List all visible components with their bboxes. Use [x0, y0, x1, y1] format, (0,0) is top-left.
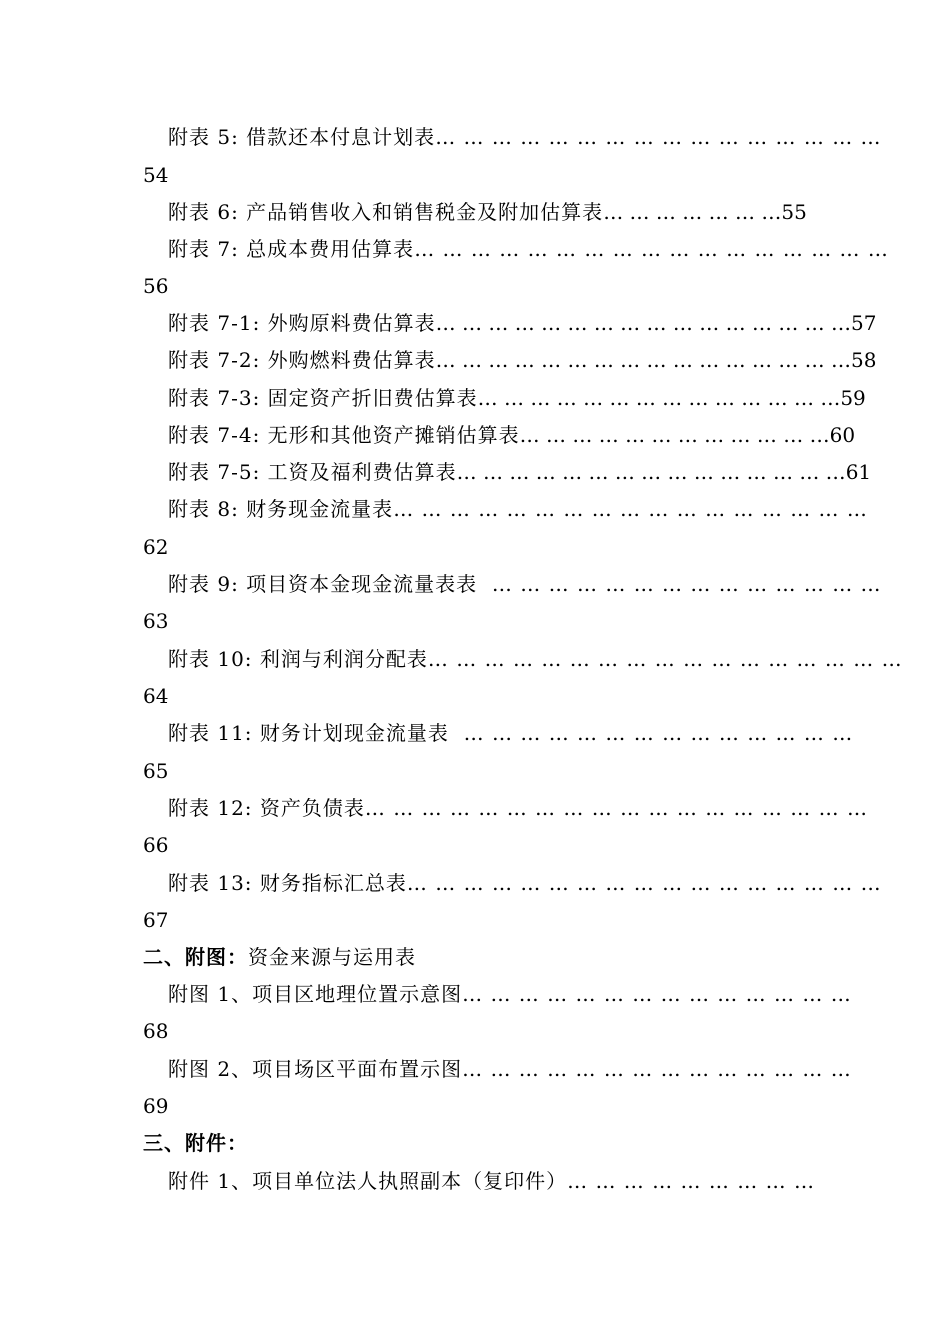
toc-page-number: 61 — [845, 460, 872, 484]
toc-label: 附表 8: 财务现金流量表 — [168, 497, 394, 521]
section-heading-text: 资金来源与运用表 — [248, 945, 416, 969]
toc-page-number: 54 — [143, 163, 169, 187]
toc-leader-dots: … … … … … … … … … … … … … … … … — [435, 311, 852, 335]
toc-leader-dots: … … … … … … … … … … … … — [519, 423, 830, 447]
toc-label: 附表 9: 项目资本金现金流量表表 — [168, 572, 478, 596]
toc-label: 附表 7-1: 外购原料费估算表 — [168, 311, 436, 335]
toc-leader-dots: … … … … … … … … … … … … … … — [463, 721, 854, 745]
toc-entry-table-7-3[interactable] — [0, 383, 950, 413]
toc-entry-table-11[interactable] — [0, 718, 950, 748]
toc-entry-attachment-1[interactable] — [0, 1166, 950, 1196]
section-heading: 二、附图： — [143, 945, 248, 969]
toc-leader-dots: … … … … … … … … … … … … … … … … … — [414, 237, 889, 261]
toc-entry-table-7-1[interactable] — [0, 308, 950, 338]
toc-entry-table-7-4[interactable] — [0, 420, 950, 450]
toc-page-number: 59 — [840, 386, 866, 410]
toc-leader-dots: … … … … … … … … … … … … … … — [491, 572, 882, 596]
toc-label: 附图 1、项目区地理位置示意图 — [168, 982, 463, 1006]
toc-entry-table-7-2[interactable] — [0, 345, 950, 375]
toc-leader-dots: … … … … … … … … … … … … … … — [462, 982, 852, 1006]
toc-entry-table-6[interactable] — [0, 197, 950, 227]
toc-leader-dots: … … … … … … … — [603, 200, 782, 224]
toc-label: 附表 7-4: 无形和其他资产摊销估算表 — [168, 423, 520, 447]
toc-page-number: 55 — [781, 200, 807, 224]
toc-page-number: 67 — [143, 908, 169, 932]
toc-leader-dots: … … … … … … … … … … … … … … … … … … — [364, 796, 868, 820]
toc-entry-table-13[interactable] — [0, 868, 950, 898]
toc-leader-dots: … … … … … … … … … … … … … … … — [456, 460, 846, 484]
toc-page-number: 57 — [851, 311, 877, 335]
toc-leader-dots: … … … … … … … … … … … … … … … … … — [393, 497, 868, 521]
toc-label: 附表 7-2: 外购燃料费估算表 — [168, 348, 436, 372]
toc-page-number: 58 — [851, 348, 877, 372]
toc-page-number: 66 — [143, 833, 169, 857]
toc-leader-dots: … … … … … … … … … … … … … … … … … — [427, 647, 903, 671]
toc-leader-dots: … … … … … … … … … … … … … … — [477, 386, 841, 410]
toc-section-attachments[interactable] — [0, 1128, 950, 1158]
toc-page-number: 69 — [143, 1094, 169, 1118]
toc-label: 附表 10: 利润与利润分配表 — [168, 647, 428, 671]
toc-entry-table-9[interactable] — [0, 569, 950, 599]
toc-page-number: 60 — [829, 423, 856, 447]
toc-label: 附图 2、项目场区平面布置示图 — [168, 1057, 463, 1081]
toc-label: 附表 11: 财务计划现金流量表 — [168, 721, 449, 745]
toc-page-number: 62 — [143, 535, 169, 559]
toc-label: 附表 7-3: 固定资产折旧费估算表 — [168, 386, 478, 410]
toc-leader-dots: … … … … … … … … … — [567, 1169, 815, 1193]
toc-label: 附表 12: 资产负债表 — [168, 796, 365, 820]
toc-entry-table-10[interactable] — [0, 644, 950, 674]
toc-leader-dots: … … … … … … … … … … … … … … … … — [435, 348, 852, 372]
toc-entry-table-12[interactable] — [0, 793, 950, 823]
toc-entry-figure-1[interactable] — [0, 979, 950, 1009]
toc-leader-dots: … … … … … … … … … … … … … … — [462, 1057, 852, 1081]
toc-section-figures[interactable] — [0, 942, 950, 972]
toc-leader-dots: … … … … … … … … … … … … … … … … … — [406, 871, 882, 895]
toc-entry-table-8[interactable] — [0, 494, 950, 524]
section-heading: 三、附件： — [143, 1131, 248, 1155]
toc-page-number: 63 — [143, 609, 169, 633]
toc-entry-figure-2[interactable] — [0, 1054, 950, 1084]
toc-label: 附表 6: 产品销售收入和销售税金及附加估算表 — [168, 200, 604, 224]
toc-label: 附表 13: 财务指标汇总表 — [168, 871, 407, 895]
toc-entry-table-7-5[interactable] — [0, 457, 950, 487]
toc-page-number: 64 — [143, 684, 169, 708]
toc-page-number: 56 — [143, 274, 169, 298]
toc-label: 附表 5: 借款还本付息计划表 — [168, 125, 436, 149]
toc-label: 附件 1、项目单位法人执照副本（复印件） — [168, 1169, 568, 1193]
toc-entry-table-7[interactable] — [0, 234, 950, 264]
toc-entry-table-5[interactable] — [0, 122, 950, 152]
toc-label: 附表 7: 总成本费用估算表 — [168, 237, 415, 261]
toc-page-number: 68 — [143, 1019, 169, 1043]
toc-page-number: 65 — [143, 759, 169, 783]
toc-leader-dots: … … … … … … … … … … … … … … … … — [435, 125, 882, 149]
toc-label: 附表 7-5: 工资及福利费估算表 — [168, 460, 457, 484]
